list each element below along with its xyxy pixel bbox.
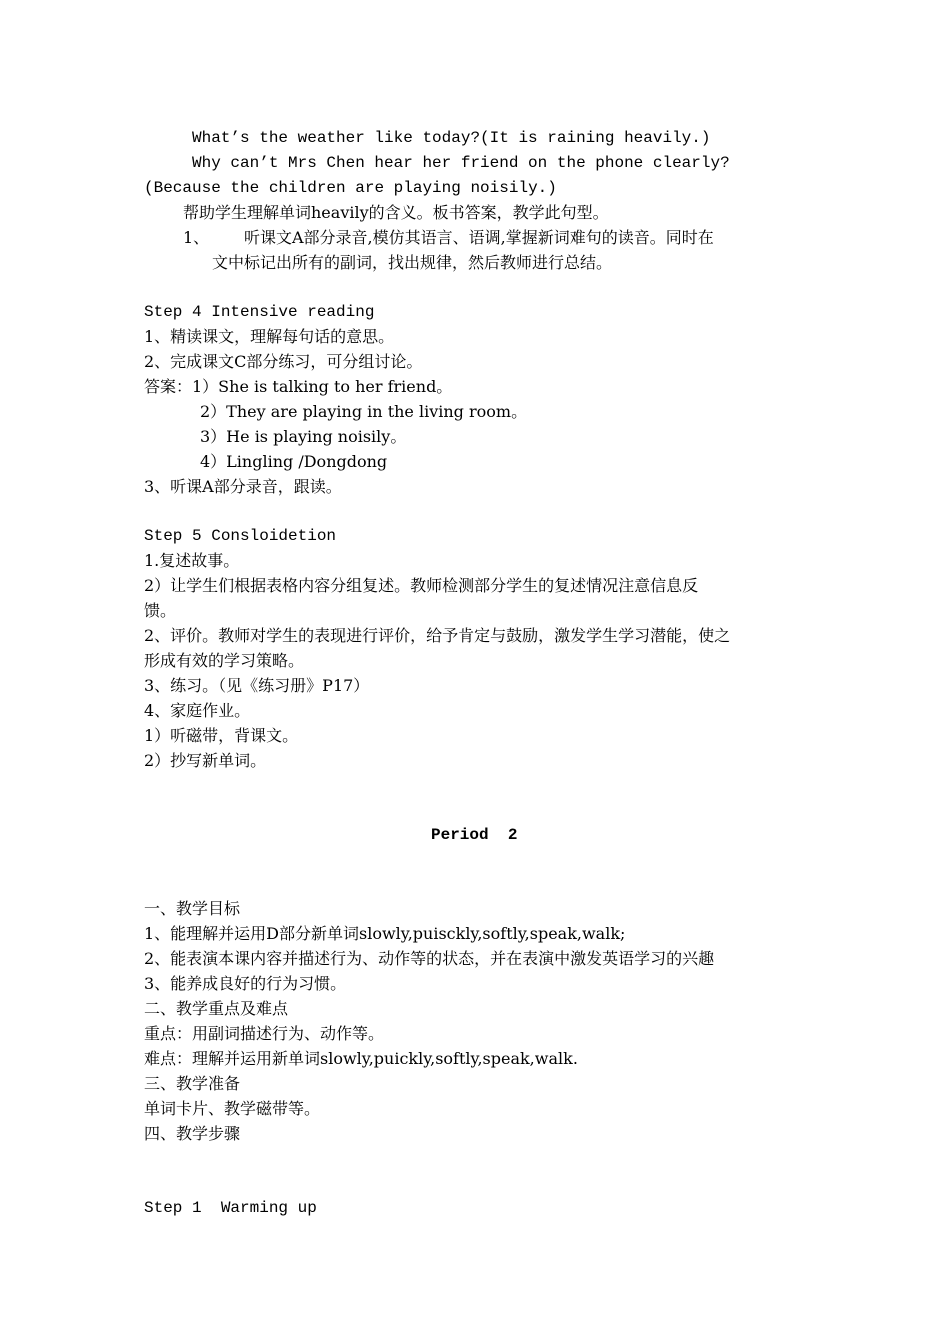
listening-instruction-cont: 文中标记出所有的副词，找出规律，然后教师进行总结。 [212, 253, 613, 272]
section-preparation: 三、教学准备 [144, 1074, 241, 1093]
step-4-item-1: 1、精读课文，理解每句话的意思。 [144, 327, 395, 346]
objective-3: 3、能养成良好的行为习惯。 [144, 974, 347, 993]
step-5-item-1-sub-cont: 馈。 [144, 601, 177, 620]
step-1-heading: Step 1 Warming up [144, 1199, 317, 1217]
step-4-heading: Step 4 Intensive reading [144, 303, 375, 321]
homework-2: 2）抄写新单词。 [144, 751, 267, 770]
teaching-note-heavily: 帮助学生理解单词heavily的含义。板书答案，教学此句型。 [183, 203, 609, 222]
step-5-item-2-cont: 形成有效的学习策略。 [144, 651, 305, 670]
answer-1: 答案：1）She is talking to her friend。 [144, 377, 453, 396]
answer-2: 2）They are playing in the living room。 [200, 402, 528, 421]
step-5-item-2: 2、评价。教师对学生的表现进行评价，给予肯定与鼓励，激发学生学习潜能，使之 [144, 626, 731, 645]
preparation-items: 单词卡片、教学磁带等。 [144, 1099, 321, 1118]
step-5-item-3: 3、练习。（见《练习册》P17） [144, 676, 370, 695]
homework-1: 1）听磁带，背课文。 [144, 726, 299, 745]
section-objectives: 一、教学目标 [144, 899, 241, 918]
step-5-item-1-sub: 2）让学生们根据表格内容分组复述。教师检测部分学生的复述情况注意信息反 [144, 576, 699, 595]
difficult-point: 难点：理解并运用新单词slowly,puickly,softly,speak,walk. [144, 1049, 578, 1068]
listening-instruction: 听课文A部分录音,模仿其语言、语调,掌握新词难句的读音。同时在 [244, 228, 714, 247]
step-4-item-3: 3、听课A部分录音，跟读。 [144, 477, 342, 496]
section-steps: 四、教学步骤 [144, 1124, 241, 1143]
section-key-points: 二、教学重点及难点 [144, 999, 289, 1018]
step-5-item-4: 4、家庭作业。 [144, 701, 251, 720]
answer-because: (Because the children are playing noisily.) [144, 179, 557, 197]
question-weather: What’s the weather like today?(It is raining heavily.) [192, 129, 711, 147]
objective-2: 2、能表演本课内容并描述行为、动作等的状态，并在表演中激发英语学习的兴趣 [144, 949, 715, 968]
step-5-heading: Step 5 Consloidetion [144, 527, 337, 545]
answer-3: 3）He is playing noisily。 [200, 427, 407, 446]
step-5-item-1: 1.复述故事。 [144, 551, 240, 570]
objective-1: 1、能理解并运用D部分新单词slowly,puisckly,softly,speak,walk; [144, 924, 626, 943]
answer-4: 4）Lingling /Dongdong [200, 452, 388, 471]
step-4-item-2: 2、完成课文C部分练习，可分组讨论。 [144, 352, 423, 371]
list-number: 1、 [183, 228, 210, 247]
question-mrs-chen: Why can’t Mrs Chen hear her friend on the phone clearly? [192, 154, 730, 172]
key-point: 重点：用副词描述行为、动作等。 [144, 1024, 385, 1043]
period-title: Period 2 [431, 826, 518, 844]
